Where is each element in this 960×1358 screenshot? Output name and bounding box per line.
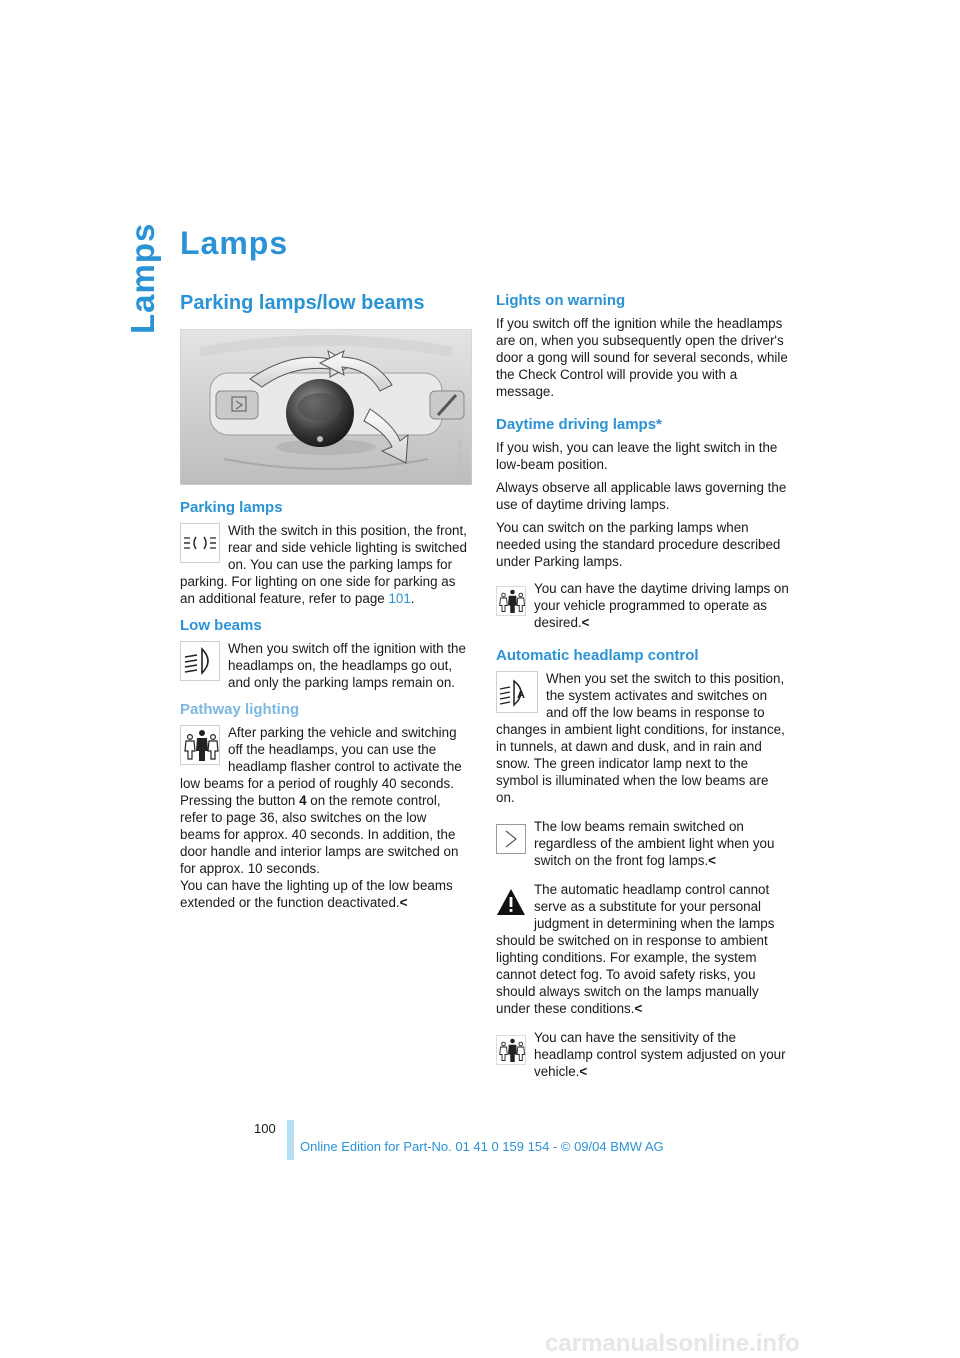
low-beam-icon [180, 641, 220, 681]
parking-lamps-heading: Parking lamps [180, 499, 283, 516]
daytime-text-2: Always observe all applicable laws governing the use of daytime driving lamps. [496, 480, 787, 512]
parking-lamps-section [180, 499, 470, 607]
daytime-heading: Daytime driving lamps* [496, 416, 662, 433]
auto-warning-block [496, 881, 790, 1017]
section-title: Parking lamps/low beams [180, 292, 425, 314]
svg-text:A: A [517, 689, 525, 701]
auto-text: When you set the switch to this position, the system activates and switches on and off the low beams in response to changes in ambient light conditions, for instance, in tunnels, at dawn and dusk, and in rain and snow. The green indicator lamp next to the symbol is illuminated when the low beams are on. [496, 671, 785, 805]
low-beams-block [180, 640, 470, 691]
light-switch-figure [180, 329, 472, 485]
footer-bar [287, 1120, 294, 1160]
low-beams-section [180, 617, 470, 691]
lights-on-text: If you switch off the ignition while the headlamps are on, when you subsequently open the driver's door a gong will sound for several seconds, while the Check Control will provide you with a message. [496, 316, 788, 399]
people-icon [180, 725, 220, 765]
auto-section [496, 647, 790, 1080]
low-beams-heading: Low beams [180, 617, 262, 634]
pathway-heading: Pathway lighting [180, 701, 300, 718]
page-number: 100 [254, 1121, 276, 1136]
daytime-section [496, 416, 790, 631]
people-icon [496, 586, 526, 616]
side-tab [118, 222, 161, 336]
lights-on-heading: Lights on warning [496, 292, 626, 309]
auto-sensitivity: You can have the sensitivity of the headlamp control system adjusted on your vehicle.< [534, 1030, 786, 1079]
auto-headlamp-icon [496, 671, 538, 713]
daytime-text-1: If you wish, you can leave the light switch in the low-beam position. [496, 440, 778, 472]
daytime-text-3: You can switch on the parking lamps when needed using the standard procedure described under Parking lamps. [496, 520, 781, 569]
parking-lamps-text: With the switch in this position, the front, rear and side vehicle lighting is switched on. You can use the parking lamps for parking. For lighting on one side for parking as an additional feature, refer to page 101. [180, 523, 467, 606]
auto-block [496, 670, 790, 806]
note-arrow-icon [496, 824, 526, 854]
right-column [496, 292, 790, 1090]
page-link[interactable]: 101 [388, 591, 411, 606]
auto-heading: Automatic headlamp control [496, 647, 699, 664]
auto-note: The low beams remain switched on regardless of the ambient light when you switch on the front fog lamps.< [534, 819, 775, 868]
parking-lamp-icon [180, 523, 220, 563]
side-tab-label: Lamps [124, 222, 161, 334]
left-column [180, 292, 470, 921]
lights-on-section [496, 292, 790, 400]
warning-icon [496, 887, 526, 917]
watermark: carmanualsonline.info [545, 1330, 800, 1357]
footer-text: Online Edition for Part-No. 01 41 0 159 154 - © 09/04 BMW AG [300, 1139, 664, 1154]
daytime-note-block [496, 580, 790, 631]
pathway-block [180, 724, 470, 911]
auto-warning: The automatic headlamp control cannot serve as a substitute for your personal judgment in determining when the lamps should be switched on in response to ambient lighting conditions. For example, the system cannot detect fog. To avoid safety risks, you should always switch on the lamps manually under these conditions.< [496, 882, 775, 1016]
people-icon [496, 1035, 526, 1065]
pathway-section [180, 701, 470, 911]
parking-lamps-block [180, 522, 470, 607]
figure-code: W02HMCA4 [457, 440, 464, 479]
low-beams-text: When you switch off the ignition with the headlamps on, the headlamps go out, and only the parking lamps remain on. [228, 641, 466, 690]
page-title: Lamps [180, 225, 289, 261]
auto-sensitivity-block [496, 1029, 790, 1080]
daytime-note: You can have the daytime driving lamps on your vehicle programmed to operate as desired.< [534, 581, 789, 630]
auto-note-block [496, 818, 790, 869]
pathway-text: After parking the vehicle and switching off the headlamps, you can use the headlamp flasher control to activate the low beams for a period of roughly 40 seconds. Pressing the button 4 on the remote control, refer to page 36, also switches on the low beams for approx. 40 seconds. In addition, the door handle and interior lamps are switched on for approx. 10 seconds. You can have the lighting up of the low beams extended or the function deactivated.< [180, 725, 462, 910]
